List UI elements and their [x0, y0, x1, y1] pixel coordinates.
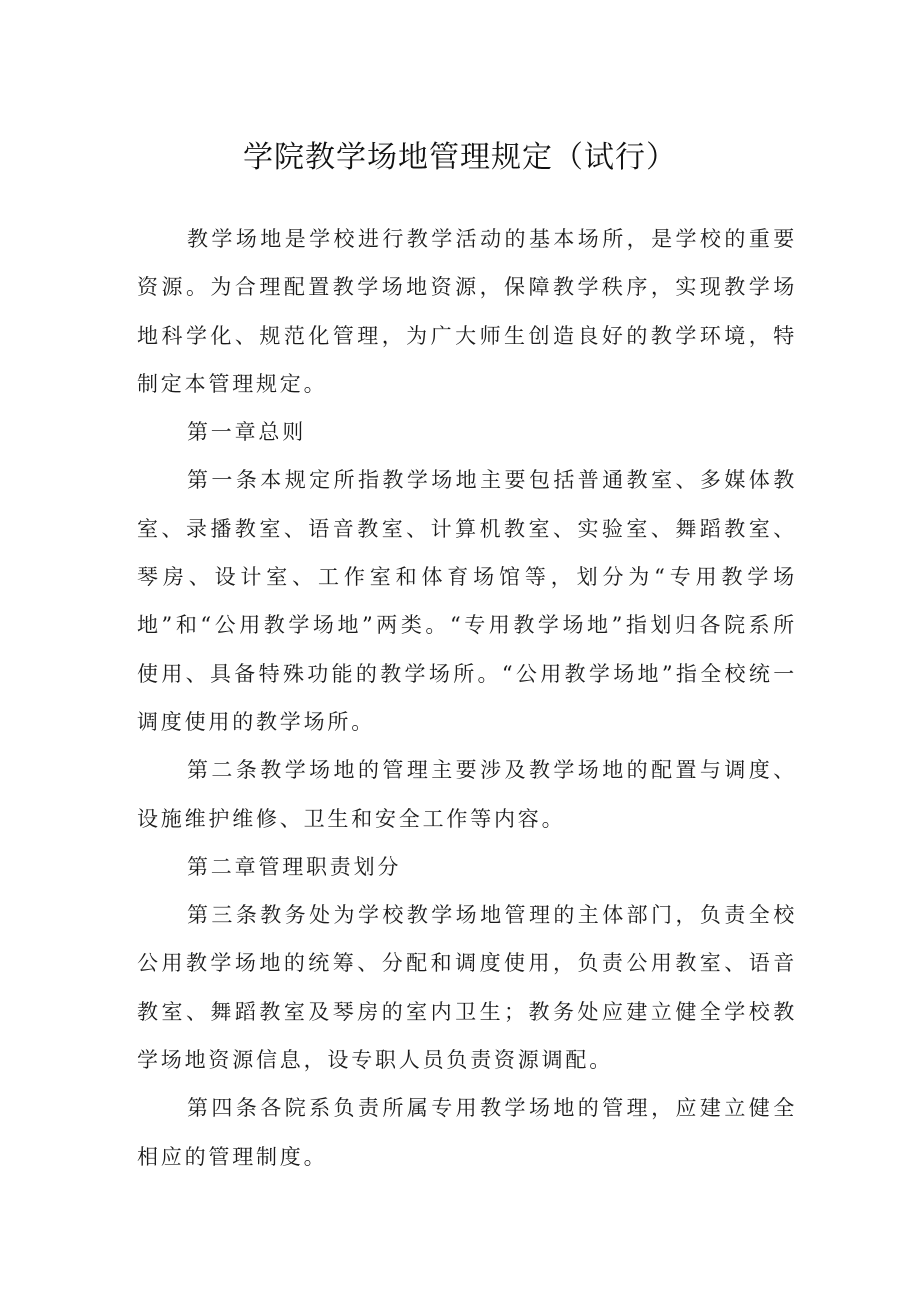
intro-paragraph: 教学场地是学校进行教学活动的基本场所，是学校的重要资源。为合理配置教学场地资源，保障教学秩序，实现教学场地科学化、规范化管理，为广大师生创造良好的教学环境，特制定本管理规定。: [137, 227, 797, 396]
document-title: 学院教学场地管理规定（试行）: [243, 140, 677, 175]
article-1-paragraph: 第一条本规定所指教学场地主要包括普通教室、多媒体教室、录播教室、语音教室、计算机教室、实验室、舞蹈教室、琴房、设计室、工作室和体育场馆等，划分为“专用教学场地”和“公用教学场地”两类。“专用教学场地”指划归各院系所使用、具备特殊功能的教学场所。“公用教学场地”指全校统一调度使用的教学场所。: [137, 468, 797, 734]
chapter-1-heading: 第一章总则: [187, 420, 306, 445]
article-3-paragraph: 第三条教务处为学校教学场地管理的主体部门，负责全校公用教学场地的统筹、分配和调度使用，负责公用教室、语音教室、舞蹈教室及琴房的室内卫生；教务处应建立健全学校教学场地资源信息，设专职人员负责资源调配。: [137, 903, 797, 1073]
document-body: [137, 215, 797, 1181]
article-2-paragraph: 第二条教学场地的管理主要涉及教学场地的配置与调度、设施维护维修、卫生和安全工作等内容。: [137, 758, 797, 831]
chapter-2-heading: 第二章管理职责划分: [187, 854, 402, 879]
article-4-paragraph: 第四条各院系负责所属专用教学场地的管理，应建立健全相应的管理制度。: [137, 1096, 797, 1169]
